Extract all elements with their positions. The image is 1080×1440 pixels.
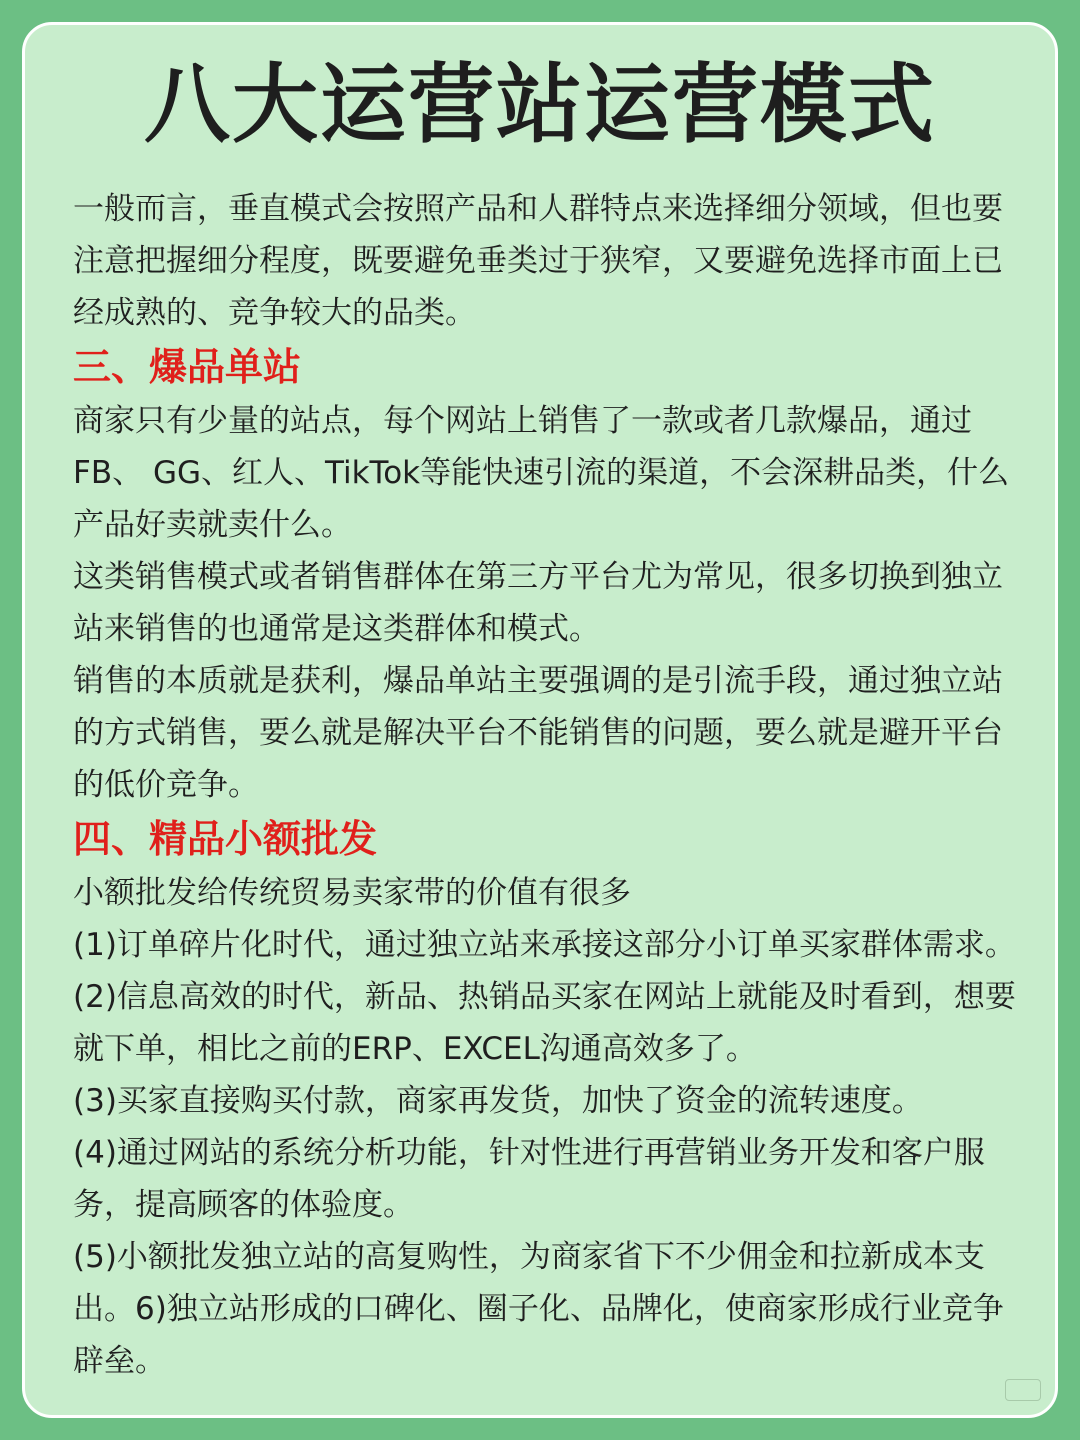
list-item: (4)通过网站的系统分析功能，针对性进行再营销业务开发和客户服务，提高顾客的体验度。 (73, 1135, 985, 1223)
page-title: 八大运营站运营模式 (144, 55, 936, 155)
list-item: (2)信息高效的时代，新品、热销品买家在网站上就能及时看到，想要就下单，相比之前的ERP、EXCEL沟通高效多了。 (73, 979, 1016, 1067)
section4-intro: 小额批发给传统贸易卖家带的价值有很多 (73, 875, 631, 911)
section3-paragraph-2: 这类销售模式或者销售群体在第三方平台尤为常见，很多切换到独立站来销售的也通常是这类群体和模式。 (73, 559, 1003, 647)
list-item: (5)小额批发独立站的高复购性，为商家省下不少佣金和拉新成本支出。6)独立站形成的口碑化、圈子化、品牌化，使商家形成行业竞争辟垒。 (73, 1239, 1004, 1379)
list-item: (3)买家直接购买付款，商家再发货，加快了资金的流转速度。 (73, 1083, 923, 1119)
section-heading-3: 三、爆品单站 (73, 345, 302, 389)
list-item: (1)订单碎片化时代，通过独立站来承接这部分小订单买家群体需求。 (73, 927, 1016, 963)
intro-paragraph: 一般而言，垂直模式会按照产品和人群特点来选择细分领域，但也要注意把握细分程度，既要避免垂类过于狭窄，又要避免选择市面上已经成熟的、竞争较大的品类。 (73, 191, 1003, 331)
watermark-logo (1005, 1379, 1041, 1401)
section3-paragraph-1: 商家只有少量的站点，每个网站上销售了一款或者几款爆品，通过FB、 GG、红人、TikTok等能快速引流的渠道，不会深耕品类，什么产品好卖就卖什么。 (73, 403, 1010, 543)
section-heading-4: 四、精品小额批发 (73, 817, 378, 861)
content-card (22, 22, 1058, 1418)
section3-paragraph-3: 销售的本质就是获利，爆品单站主要强调的是引流手段，通过独立站的方式销售，要么就是解决平台不能销售的问题，要么就是避开平台的低价竞争。 (73, 663, 1003, 803)
article-body (73, 183, 1033, 1387)
